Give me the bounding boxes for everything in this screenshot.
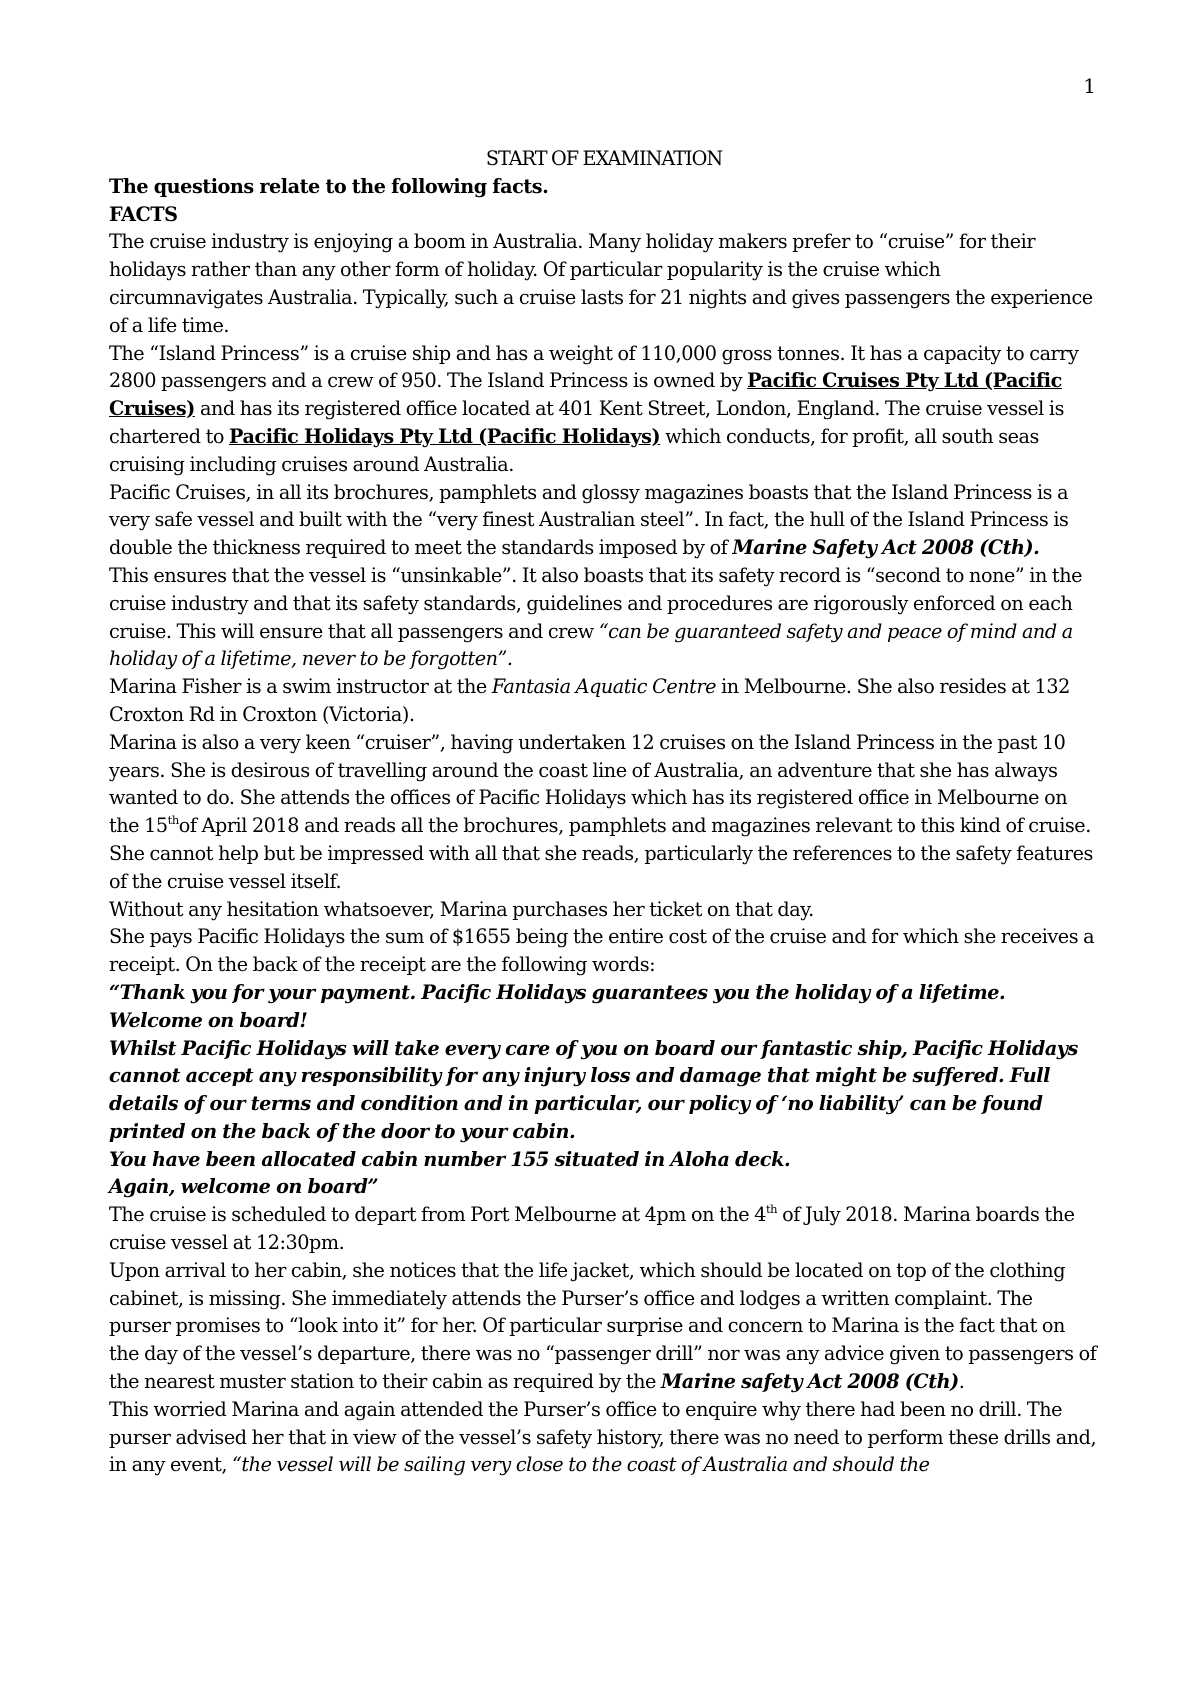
text-run: The “Island Princess” is a cruise ship and has a weight of 110,000 gross tonnes. It has a capacity to carry 2800 passengers and a crew of 950. The Island Princess is owned by [109, 341, 1079, 393]
facts-heading: FACTS [109, 202, 178, 226]
statute-reference: Marine safety Act 2008 (Cth) [661, 1370, 959, 1394]
text-run: which conducts, for profit, all south seas cruising including cruises around Australia. [109, 424, 1039, 476]
quoted-purser: “the vessel will be sailing very close to the coast of Australia and should the [232, 1453, 930, 1477]
paragraph-unsinkable [109, 562, 1099, 673]
ordinal-suffix: th [765, 1202, 778, 1217]
paragraph-marina-fisher [109, 673, 1099, 729]
text-run: This ensures that the vessel is “unsinkable”. It also boasts that its safety record is “second to none” in the cruise industry and that its safety standards, guidelines and procedures are rigorously enforced on each cruise. This will ensure that all passengers and crew [109, 563, 1083, 643]
document-body [109, 145, 1099, 1479]
paragraph-island-princess [109, 340, 1099, 479]
page-number: 1 [1083, 74, 1096, 98]
paragraph-life-jacket [109, 1257, 1099, 1396]
aquatic-centre-name: Fantasia Aquatic Centre [491, 675, 717, 699]
party-pacific-holidays: Pacific Holidays Pty Ltd (Pacific Holidays) [229, 424, 661, 448]
text-run: in Melbourne. She also resides at 132 Croxton Rd in Croxton (Victoria). [109, 675, 1070, 726]
text-run: Upon arrival to her cabin, she notices that the life jacket, which should be located on top of the clothing cabinet, is missing. She immediately attends the Purser’s office and lodges a written complaint. The purser promises to “look into it” for her. Of particular surprise and concern to Marina is the fact that on the day of the vessel’s departure, there was no “passenger drill” nor was any advice given to passengers of the nearest muster station to their cabin as required by the [109, 1258, 1097, 1394]
ordinal-suffix: th [167, 813, 179, 828]
text-run: Marina Fisher is a swim instructor at the [109, 675, 492, 699]
paragraph-keen-cruiser [109, 729, 1099, 896]
paragraph-purser-advice [109, 1396, 1099, 1479]
exam-title: START OF EXAMINATION [485, 147, 723, 170]
text-run: The cruise is scheduled to depart from Port Melbourne at 4pm on the 4 [109, 1203, 766, 1227]
text-run: . [958, 1370, 965, 1394]
paragraph-payment: She pays Pacific Holidays the sum of $1655 being the entire cost of the cruise and for which she receives a receipt. On the back of the receipt are the following words: [109, 925, 1095, 977]
quoted-guarantee: “can be guaranteed safety and peace of mind and a holiday of a lifetime, never to be forgotten”. [109, 619, 1073, 671]
receipt-quote-cabin: You have been allocated cabin number 155 situated in Aloha deck. [109, 1147, 791, 1171]
text-run: Marina is also a very keen “cruiser”, having undertaken 12 cruises on the Island Princess in the past 10 years. She is desirous of travelling around the coast line of Australia, an adventure that she has always wanted to do. She attends the offices of Pacific Holidays which has its registered office in Melbourne on the 15 [109, 730, 1068, 838]
text-run: Pacific Cruises, in all its brochures, pamphlets and glossy magazines boasts that the Island Princess is a very safe vessel and built with the “very finest Australian steel”. In fact, the hull of the Island Princess is double the thickness required to meet the standards imposed by of [109, 480, 1069, 560]
text-run: of July 2018. Marina boards the cruise vessel at 12:30pm. [109, 1203, 1075, 1255]
paragraph-cruise-industry: The cruise industry is enjoying a boom in Australia. Many holiday makers prefer to “cruise” for their holidays rather than any other form of holiday. Of particular popularity is the cruise which circumnavigates Australia. Typically, such a cruise lasts for 21 nights and gives passengers the experience of a life time. [109, 230, 1093, 337]
statute-reference: Marine Safety Act 2008 (Cth). [732, 536, 1040, 560]
receipt-quote-closing: Again, welcome on board” [109, 1175, 379, 1199]
text-run: This worried Marina and again attended the Purser’s office to enquire why there had been no drill. The purser advised her that in view of the vessel’s safety history, there was no need to perform these drills and, in any event, [109, 1397, 1097, 1477]
paragraph-purchase: Without any hesitation whatsoever, Marina purchases her ticket on that day. [109, 897, 814, 921]
text-run: and has its registered office located at 401 Kent Street, London, England. The cruise vessel is chartered to [109, 397, 1064, 448]
paragraph-departure [109, 1201, 1099, 1257]
party-pacific-cruises: Pacific Cruises Pty Ltd (Pacific Cruises) [109, 369, 1062, 421]
receipt-quote-liability: Whilst Pacific Holidays will take every care of you on board our fantastic ship, Pacific Holidays cannot accept any responsibility for any injury loss and damage that might be suffered. Full details of our terms and condition and in particular, our policy of ‘no liability’ can be found printed on the back of the door to your cabin. [109, 1036, 1078, 1143]
intro-heading: The questions relate to the following facts. [109, 174, 549, 198]
receipt-quote-welcome: “Thank you for your payment. Pacific Holidays guarantees you the holiday of a lifetime. Welcome on board! [109, 980, 1006, 1032]
text-run: of April 2018 and reads all the brochures, pamphlets and magazines relevant to this kind of cruise. She cannot help but be impressed with all that she reads, particularly the references to the safety features of the cruise vessel itself. [109, 814, 1093, 893]
paragraph-brochures [109, 479, 1099, 562]
